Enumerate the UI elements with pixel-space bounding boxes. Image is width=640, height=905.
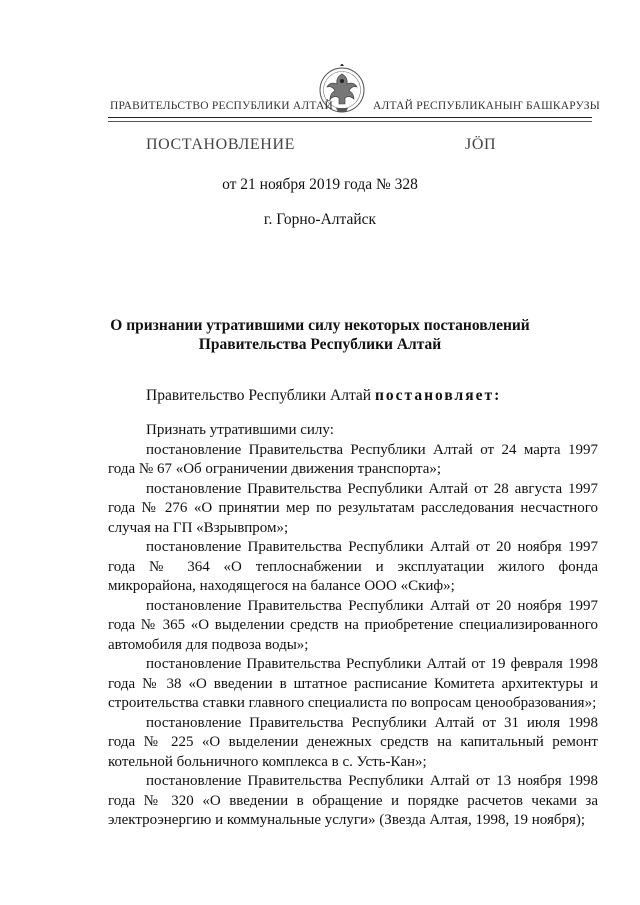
title-line-2: Правительства Республики Алтай (198, 336, 442, 353)
list-item: постановление Правительства Республики Алтай от 20 ноября 1997 года № 365 «О выделении средств на приобретение специализированного автомобиля для подвоза воды»; (108, 597, 598, 653)
document-date-number: от 21 ноября 2019 года № 328 (222, 176, 418, 193)
document-body (108, 421, 598, 831)
list-item: постановление Правительства Республики Алтай от 24 марта 1997 года № 67 «Об ограничении движения транспорта»; (108, 441, 598, 477)
government-name-russian: ПРАВИТЕЛЬСТВО РЕСПУБЛИКИ АЛТАЙ (110, 100, 334, 112)
decree-intro-text: Правительство Республики Алтай (146, 387, 372, 404)
document-type-altai: ЈӦП (465, 136, 497, 153)
title-line-1: О признании утратившими силу некоторых постановлений (110, 317, 530, 334)
list-item: постановление Правительства Республики Алтай от 19 февраля 1998 года № 38 «О введении в штатное расписание Комитета архитектуры и строительства ставки главного специалиста по вопросам ценообразования»; (108, 656, 598, 711)
decree-verb: постановляет: (374, 387, 502, 404)
document-type-russian: ПОСТАНОВЛЕНИЕ (146, 136, 295, 153)
decree-intro (146, 387, 501, 405)
list-item: постановление Правительства Республики Алтай от 20 ноября 1997 года № 364 «О теплоснабжении и эксплуатации жилого фонда микрорайона, находящегося на балансе ООО «Скиф»; (108, 539, 598, 594)
list-item: постановление Правительства Республики Алтай от 13 ноября 1998 года № 320 «О введении в обращение и порядке расчетов чеками за электроэнергию и коммунальные услуги» (Звезда Алтая, 1998, 19 ноября); (108, 773, 598, 828)
letterhead-rule (108, 117, 592, 118)
body-lead: Признать утратившими силу: (146, 422, 334, 438)
document-city: г. Горно-Алтайск (263, 211, 377, 228)
document-title (100, 316, 540, 354)
list-item: постановление Правительства Республики Алтай от 31 июля 1998 года № 225 «О выделении денежных средств на капитальный ремонт котельной больничного комплекса в с. Усть-Кан»; (108, 714, 598, 770)
list-item: постановление Правительства Республики Алтай от 28 августа 1997 года № 276 «О принятии мер по результатам расследования несчастного случая на ГП «Взрывпром»; (108, 480, 598, 536)
letterhead-rule-thin (108, 121, 592, 122)
government-name-altai: АЛТАЙ РЕСПУБЛИКАНЫҤ БАШКАРУЗЫ (373, 100, 600, 112)
